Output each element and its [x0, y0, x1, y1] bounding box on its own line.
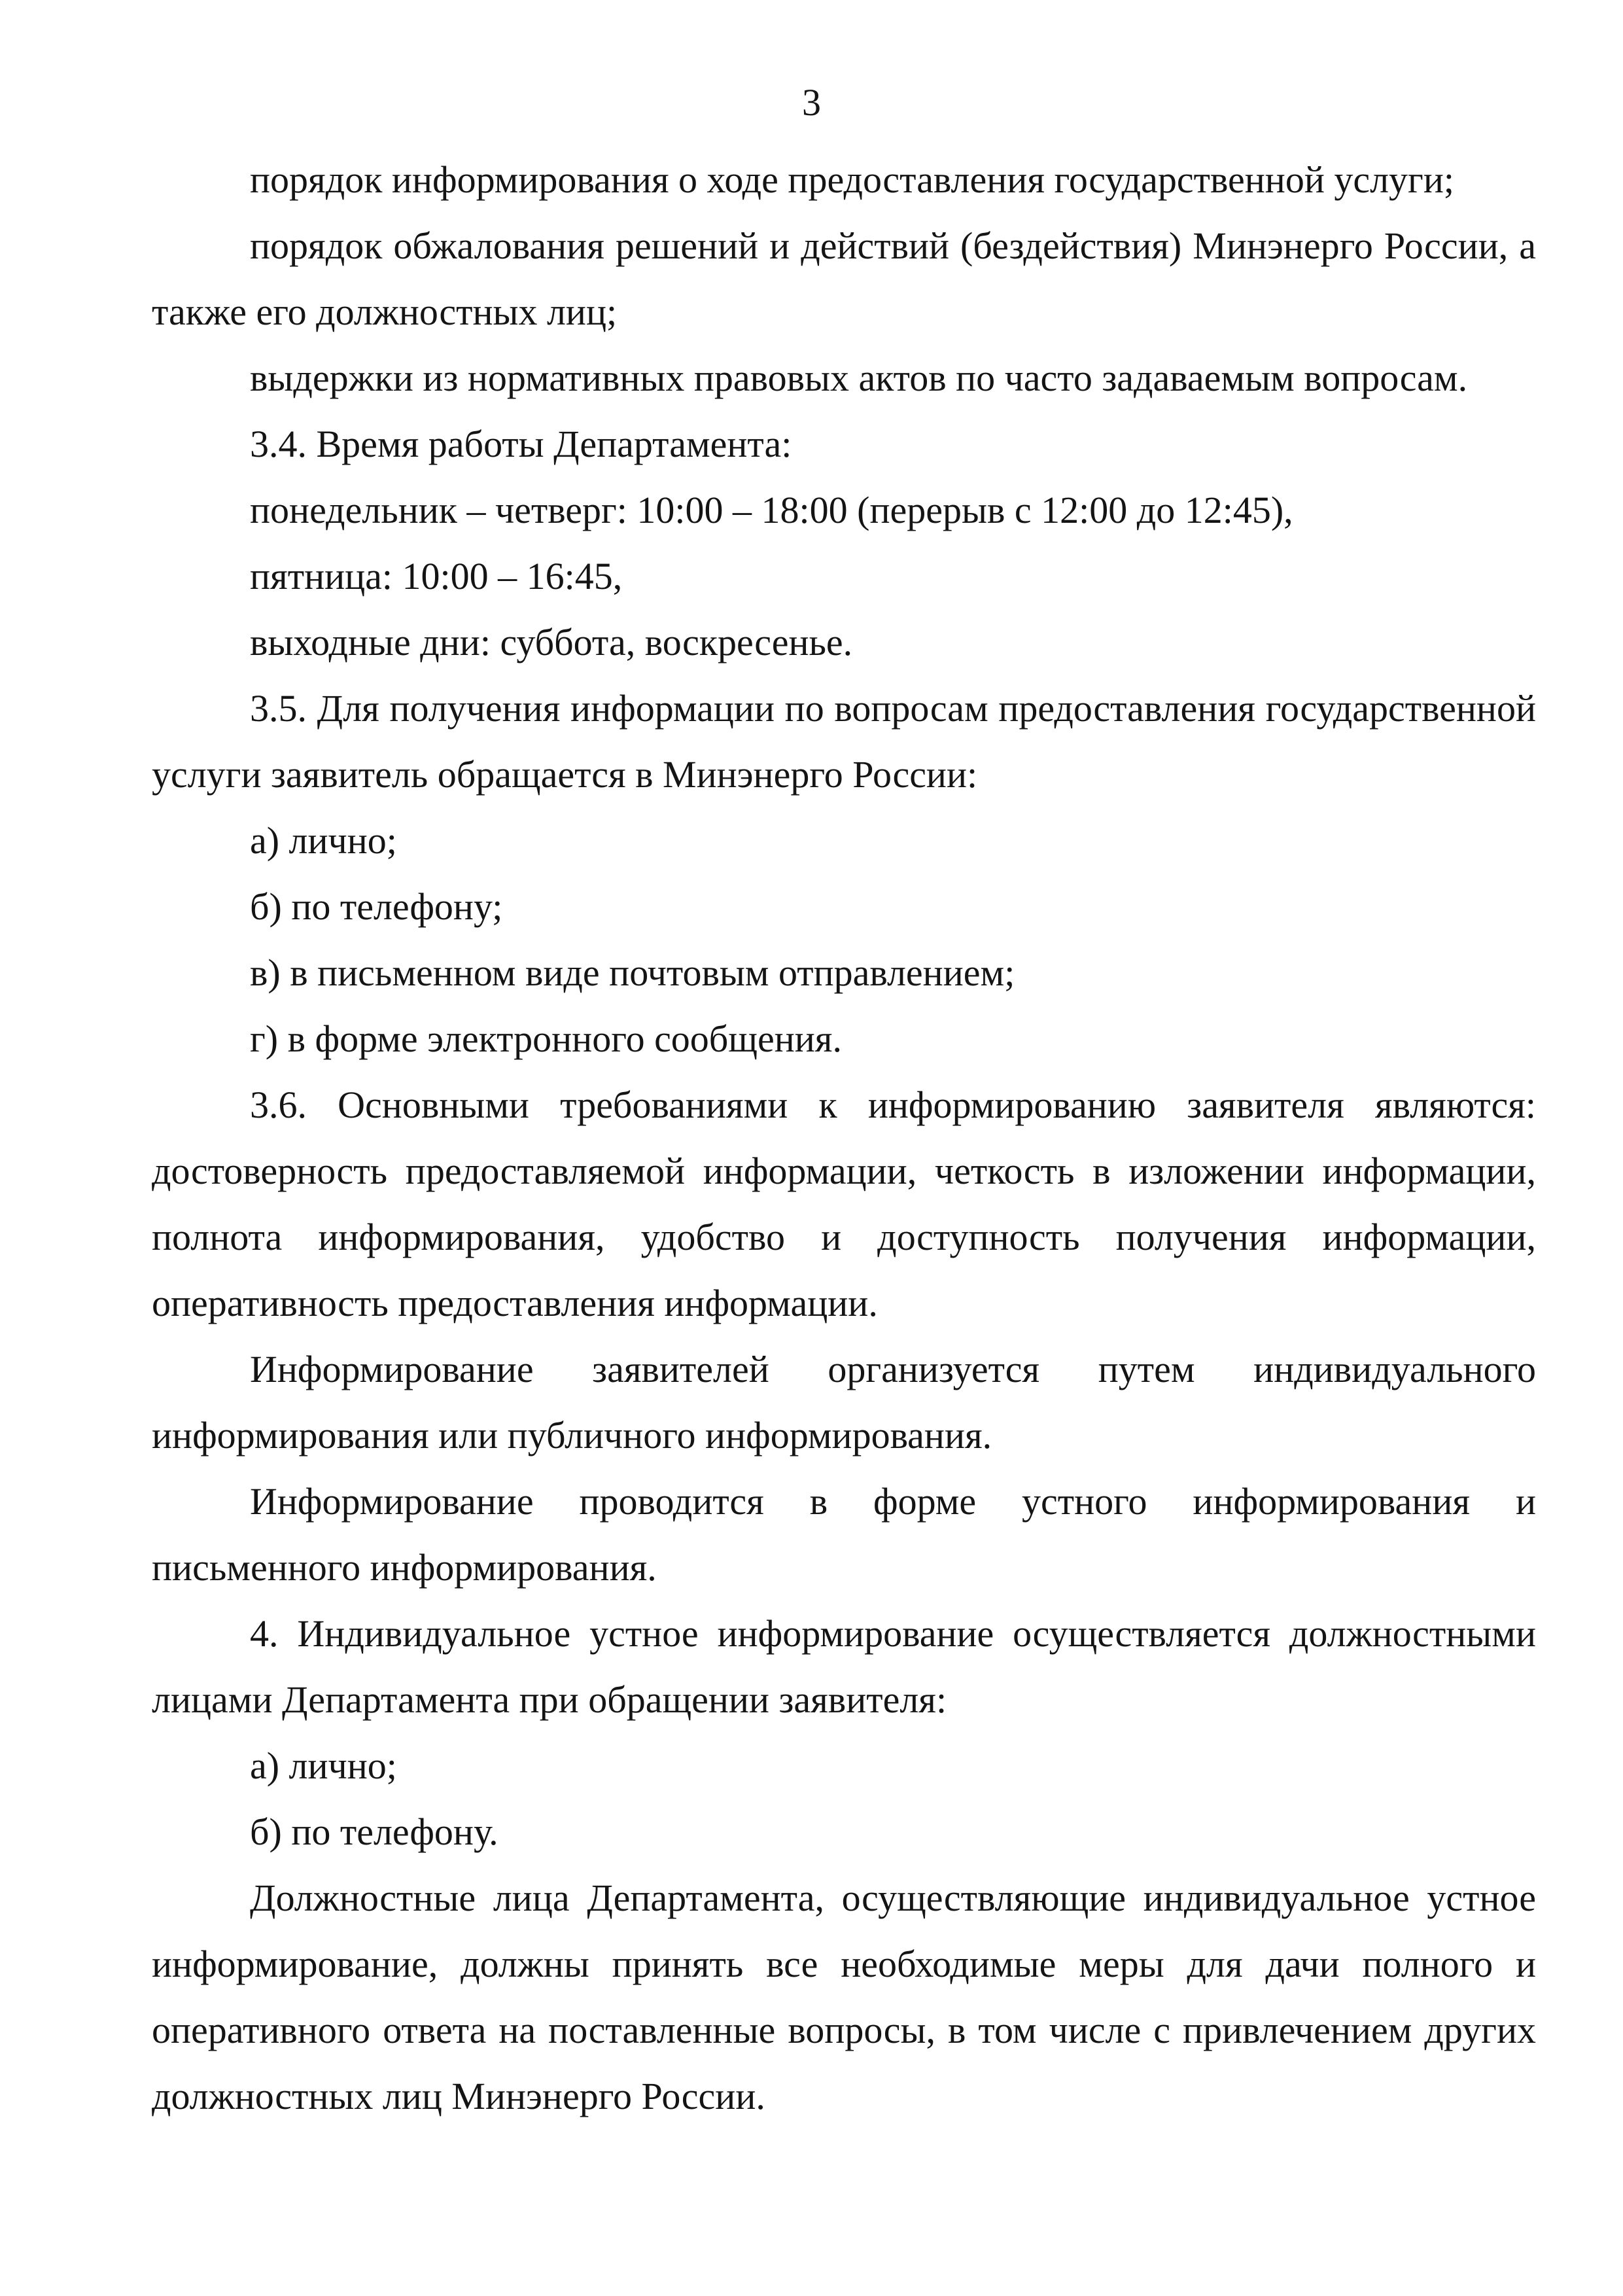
paragraph: Должностные лица Департамента, осуществляющие индивидуальное устное информирование, должны принять все необходимые меры для дачи полного и оперативного ответа на поставленные вопросы, в том числе с привлечением других должностных лиц Минэнерго России.	[152, 1877, 1536, 2117]
page-number: 3	[802, 81, 821, 124]
list-item: б) по телефону;	[250, 885, 503, 928]
paragraph: 3.6. Основными требованиями к информированию заявителя являются: достоверность предоставляемой информации, четкость в изложении информации, полнота информирования, удобство и доступность получения информации, оперативность предоставления информации.	[152, 1084, 1536, 1324]
paragraph: выходные дни: суббота, воскресенье.	[250, 621, 853, 663]
paragraph: Информирование заявителей организуется путем индивидуального информирования или публичного информирования.	[152, 1348, 1536, 1457]
list-item: б) по телефону.	[250, 1810, 498, 1853]
list-item: в) в письменном виде почтовым отправлением;	[250, 951, 1015, 994]
paragraph: Информирование проводится в форме устного информирования и письменного информирования.	[152, 1480, 1536, 1589]
paragraph: 3.5. Для получения информации по вопросам предоставления государственной услуги заявитель обращается в Минэнерго России:	[152, 687, 1536, 796]
paragraph: порядок информирования о ходе предоставления государственной услуги;	[250, 158, 1454, 201]
paragraph: выдержки из нормативных правовых актов по часто задаваемым вопросам.	[250, 357, 1468, 399]
paragraph: порядок обжалования решений и действий (бездействия) Минэнерго России, а также его должностных лиц;	[152, 224, 1536, 333]
list-item: а) лично;	[250, 819, 397, 862]
list-item: г) в форме электронного сообщения.	[250, 1017, 842, 1060]
paragraph: пятница: 10:00 – 16:45,	[250, 555, 623, 597]
document-body	[152, 147, 1536, 2129]
list-item: а) лично;	[250, 1744, 397, 1787]
paragraph: понедельник – четверг: 10:00 – 18:00 (перерыв с 12:00 до 12:45),	[250, 489, 1293, 531]
paragraph: 3.4. Время работы Департамента:	[250, 423, 792, 465]
paragraph: 4. Индивидуальное устное информирование осуществляется должностными лицами Департамента при обращении заявителя:	[152, 1612, 1536, 1721]
